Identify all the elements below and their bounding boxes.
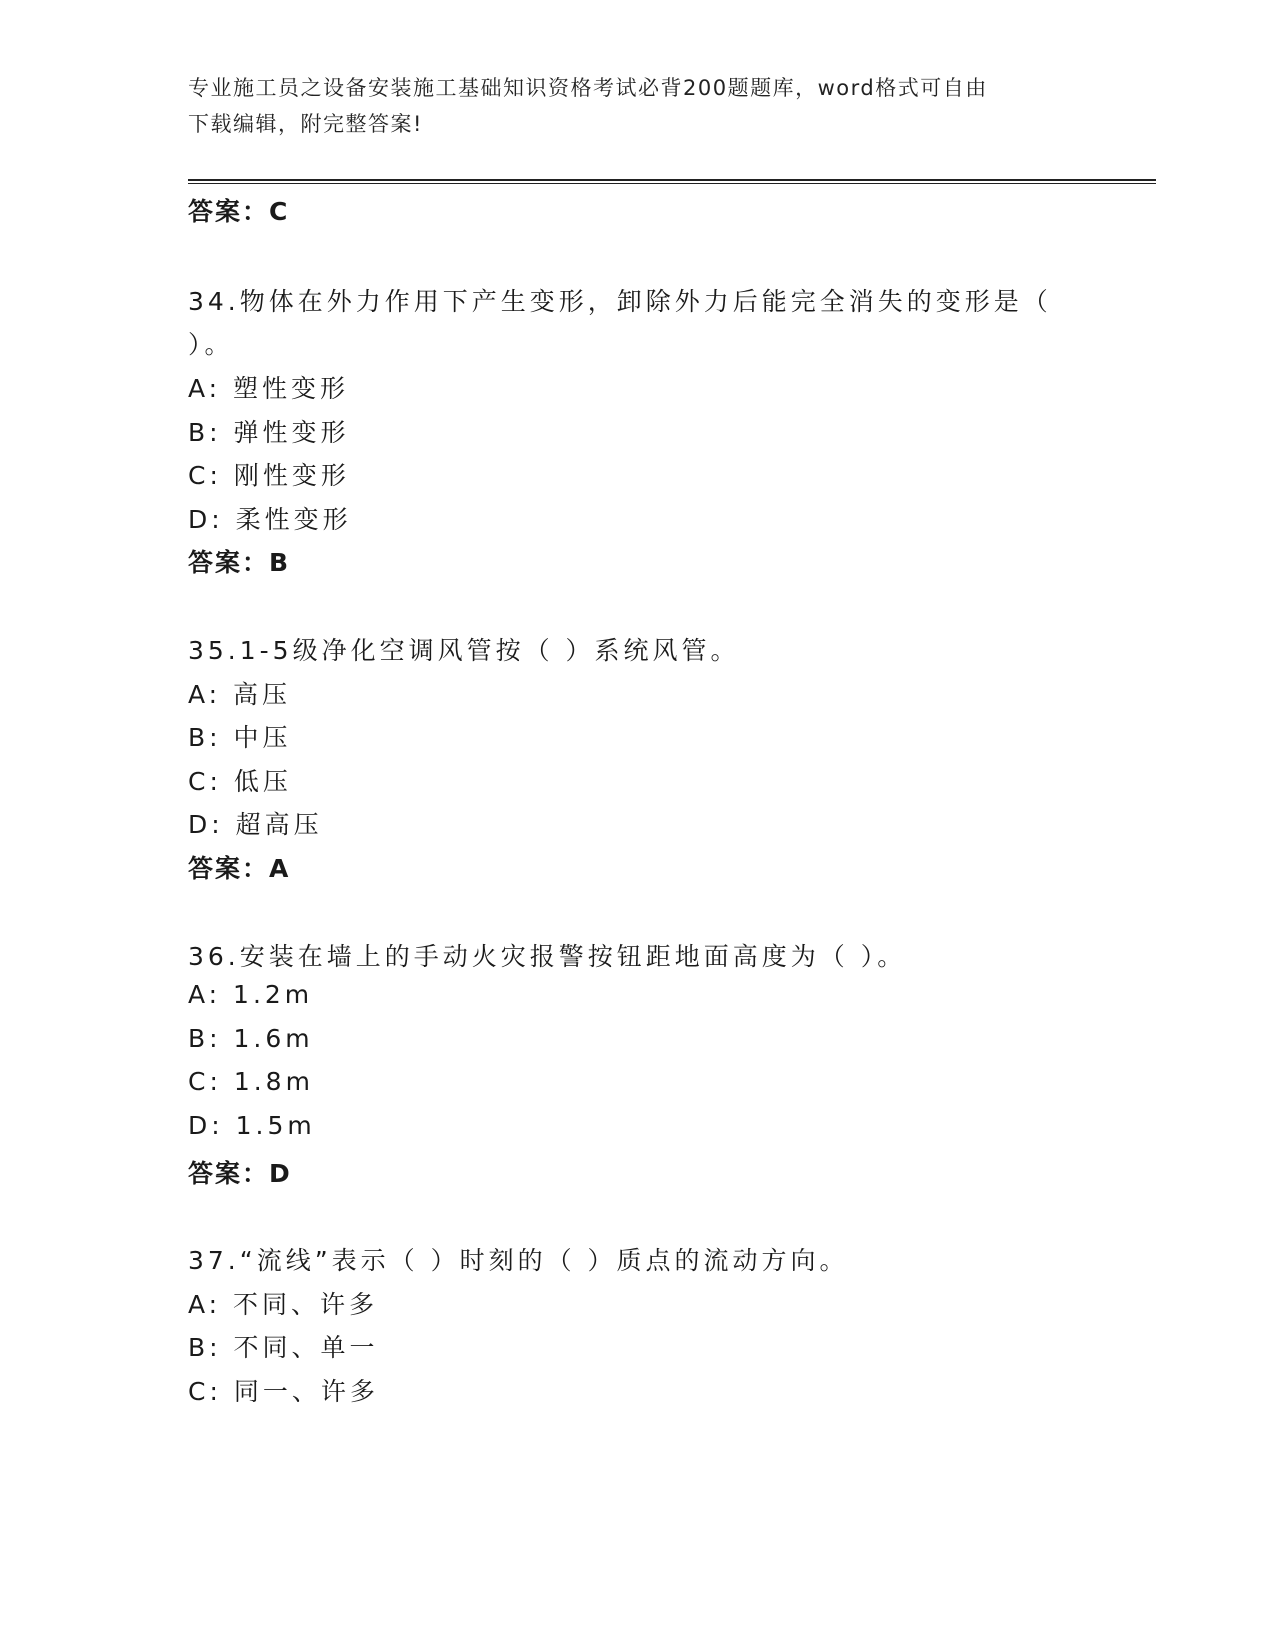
header-divider-thin — [188, 183, 1156, 184]
question-35-option-b: B: 中压 — [188, 723, 292, 752]
question-34-stem-line-2: ）。 — [188, 330, 234, 359]
question-35-stem: 35.1-5级净化空调风管按（ ）系统风管。 — [188, 636, 740, 665]
answer-34: 答案：B — [188, 548, 291, 577]
question-36-option-a: A: 1.2m — [188, 980, 314, 1009]
question-34-option-c: C: 刚性变形 — [188, 461, 350, 490]
answer-33: 答案：C — [188, 197, 290, 226]
question-37-option-c: C: 同一、许多 — [188, 1377, 379, 1406]
question-34-option-a: A: 塑性变形 — [188, 374, 350, 403]
question-36-option-b: B: 1.6m — [188, 1024, 314, 1053]
question-36-option-c: C: 1.8m — [188, 1067, 314, 1096]
question-36-option-d: D: 1.5m — [188, 1111, 316, 1140]
question-35-option-c: C: 低压 — [188, 767, 292, 796]
question-34-option-b: B: 弹性变形 — [188, 418, 350, 447]
answer-35: 答案：A — [188, 854, 291, 883]
question-36-stem: 36.安装在墙上的手动火灾报警按钮距地面高度为（ ）。 — [188, 942, 907, 971]
header-divider-thick — [188, 179, 1156, 181]
answer-36: 答案：D — [188, 1159, 292, 1188]
question-37-option-b: B: 不同、单一 — [188, 1333, 379, 1362]
question-34-stem-line-1: 34.物体在外力作用下产生变形，卸除外力后能完全消失的变形是（ — [188, 287, 1052, 316]
question-37-stem: 37.“流线”表示（ ）时刻的（ ）质点的流动方向。 — [188, 1246, 849, 1275]
header-line-2: 下载编辑，附完整答案! — [188, 112, 423, 136]
question-35-option-a: A: 高压 — [188, 680, 292, 709]
document-header — [188, 70, 1088, 142]
header-line-1: 专业施工员之设备安装施工基础知识资格考试必背200题题库，word格式可自由 — [188, 76, 988, 100]
question-37-option-a: A: 不同、许多 — [188, 1290, 379, 1319]
question-34-option-d: D: 柔性变形 — [188, 505, 352, 534]
question-35-option-d: D: 超高压 — [188, 810, 323, 839]
